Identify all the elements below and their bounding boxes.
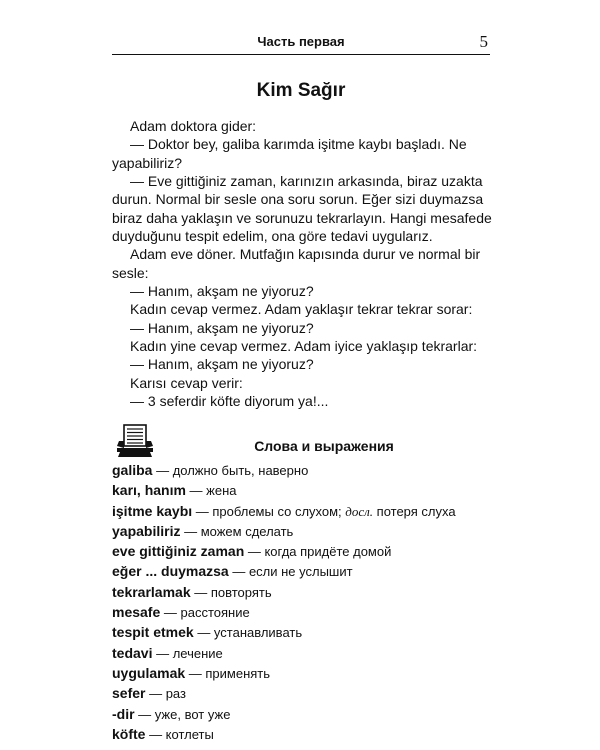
chapter-title: Часть первая [257,34,345,49]
story-line: biraz daha yaklaşın ve sorunuzu tekrarlayın. Hangi mesafede [112,209,492,226]
vocab-entry [112,664,512,684]
vocab-entry [112,684,512,704]
vocab-definition: — должно быть, наверно [152,463,309,478]
vocab-term: uygulamak [112,664,186,681]
vocab-entry [112,705,512,725]
vocab-term: mesafe [112,604,161,621]
book-on-stand-icon [116,424,154,458]
vocab-definition: — повторять [190,584,272,600]
story-line: — Eve gittiğiniz zaman, karınızın arkasında, biraz uzakta [130,173,483,190]
vocab-entry [112,481,512,501]
vocab-entry [112,725,512,745]
story-line: Karısı cevap verir: [130,374,243,391]
vocab-term: galiba [112,462,153,478]
vocab-entry [112,583,512,603]
page-number: 5 [479,32,488,51]
vocab-definition-literal: потеря слуха [373,503,456,519]
story-title: Kim Sağır [256,80,346,101]
vocab-entry [112,603,512,623]
story-line: — 3 seferdir köfte diyorum ya!... [130,393,329,410]
vocab-definition: — устанавливать [193,625,303,641]
story-line: durun. Normal bir sesle ona soru sorun. Eğer sizi duymazsa [112,191,484,208]
vocab-entry [112,502,512,522]
story-line: — Hanım, akşam ne yiyoruz? [130,319,314,336]
story-line: — Doktor bey, galiba karımda işitme kaybı başladı. Ne [130,136,467,153]
story-line: Adam eve döner. Mutfağın kapısında durur ve normal bir [130,246,481,263]
vocab-definition: — расстояние [160,605,250,621]
vocab-term: sefer [112,685,146,702]
story-text [112,117,502,411]
vocab-term: karı, hanım [112,482,186,499]
vocabulary-heading: Слова и выражения [254,438,394,454]
vocab-definition: — котлеты [145,726,214,742]
vocabulary-list [112,461,512,745]
story-line: Kadın cevap vermez. Adam yaklaşır tekrar tekrar sorar: [130,301,473,318]
vocab-definition: — можем сделать [180,523,294,539]
vocab-definition: — если не услышит [228,564,353,580]
story-line: sesle: [112,264,149,281]
vocab-definition: — жена [185,483,237,499]
vocab-term: tedavi [112,644,153,661]
story-line: — Hanım, akşam ne yiyoruz? [130,356,314,373]
story-line: duyduğunu tespit edelim, ona göre tedavi uygularız. [112,228,433,245]
vocab-entry [112,623,512,643]
vocab-term: tekrarlamak [112,583,191,600]
story-line: Adam doktora gider: [130,118,257,134]
vocab-entry [112,562,512,582]
vocab-term: eğer ... duymazsa [112,563,229,580]
vocab-note: досл. [345,503,374,519]
story-line: yapabiliriz? [112,154,183,171]
vocab-definition: — раз [145,686,186,702]
story-line: Kadın yine cevap vermez. Adam iyice yaklaşıp tekrarlar: [130,338,478,355]
vocab-term: işitme kaybı [112,502,193,519]
vocab-entry [112,461,512,481]
vocab-entry [112,542,512,562]
story-line: — Hanım, akşam ne yiyoruz? [130,283,314,300]
vocab-term: -dir [112,705,135,722]
running-header [112,32,490,54]
vocab-definition: — лечение [152,645,223,661]
header-rule [112,54,490,55]
vocab-term: tespit etmek [112,624,194,641]
vocab-entry [112,522,512,542]
vocab-term: yapabiliriz [112,522,181,539]
vocab-definition: — применять [185,665,271,681]
vocab-definition: — уже, вот уже [134,706,231,722]
vocab-term: köfte [112,725,146,742]
vocab-term: eve gittiğiniz zaman [112,543,245,560]
vocab-definition: — когда придёте домой [244,544,392,560]
vocab-entry [112,644,512,664]
vocab-definition: — проблемы со слухом; [192,503,346,519]
